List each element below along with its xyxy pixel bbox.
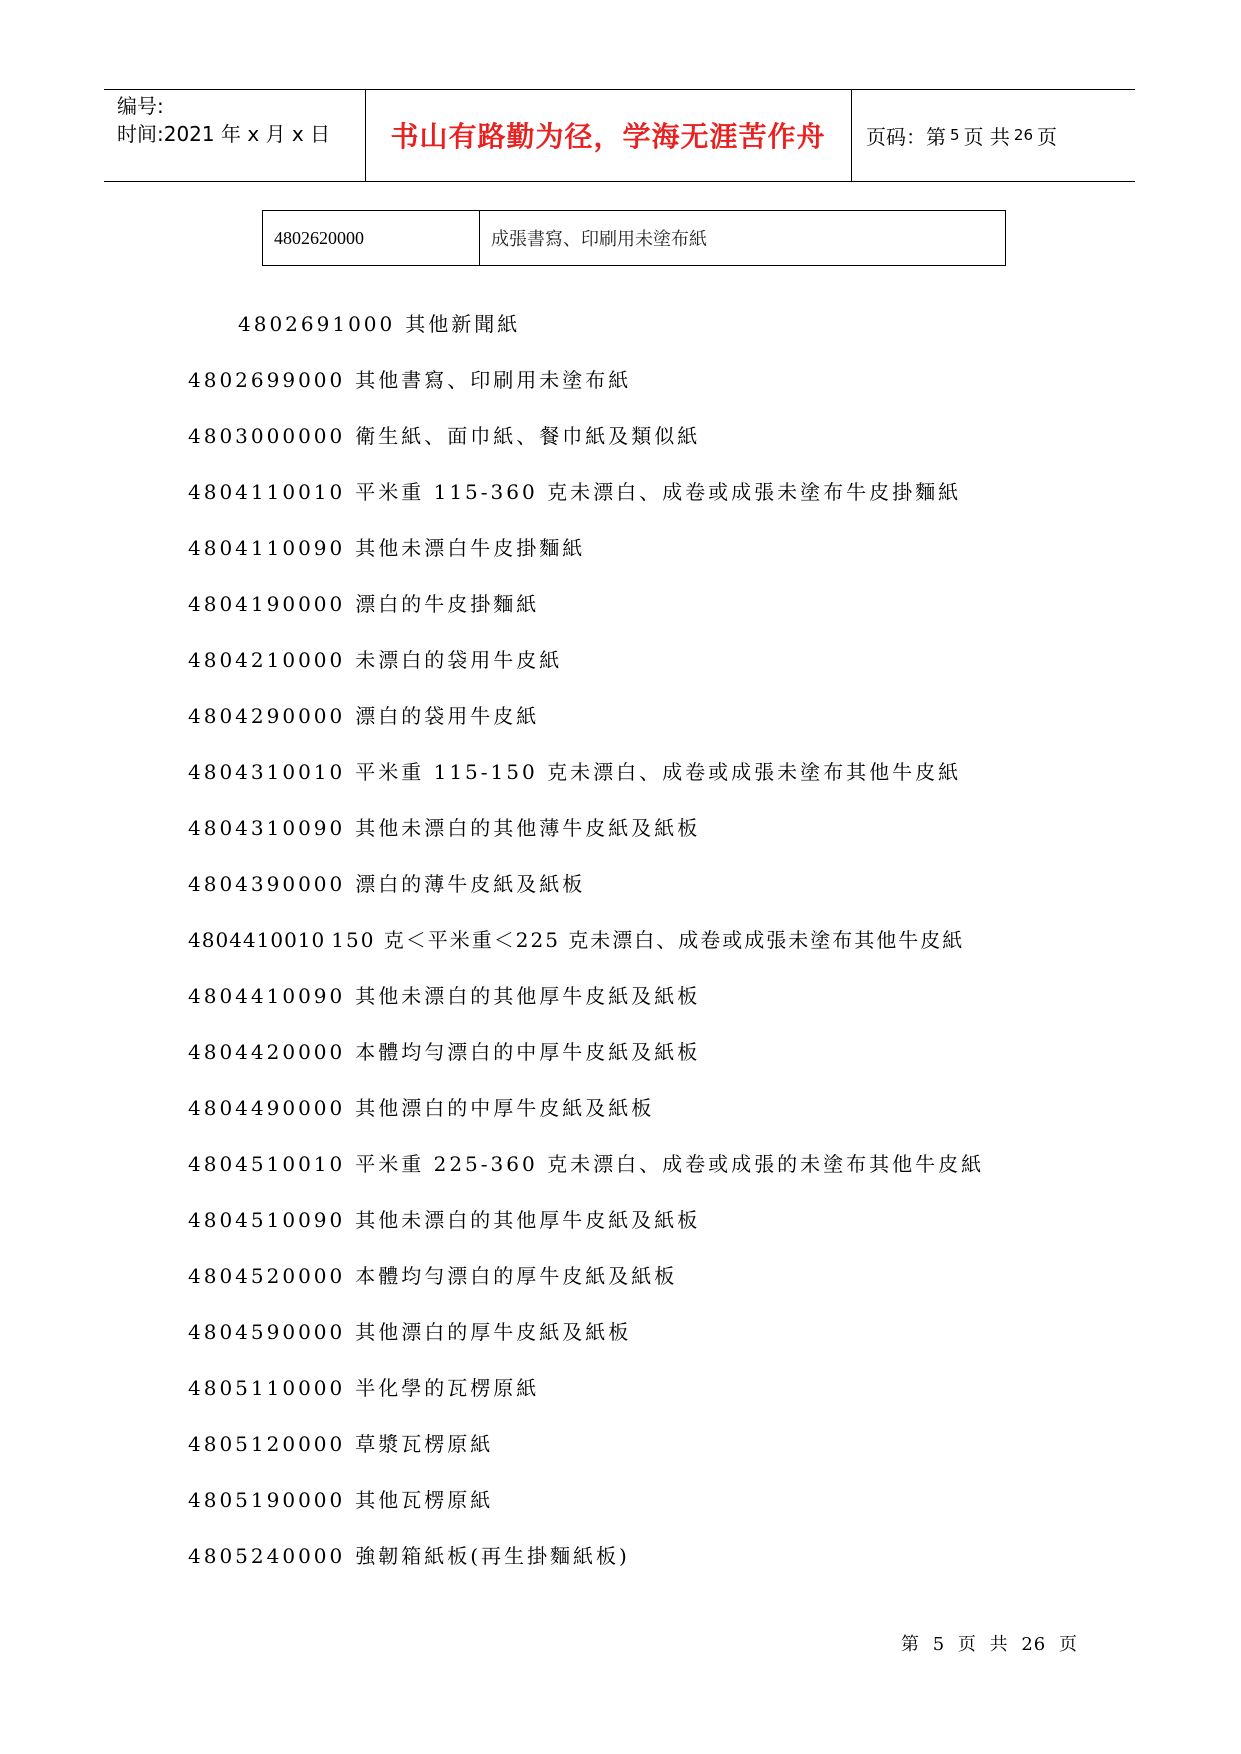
list-item	[188, 983, 700, 1009]
item-code: 4803000000	[188, 424, 346, 448]
item-code: 4804520000	[188, 1264, 346, 1288]
list-item	[188, 1207, 700, 1233]
item-code: 4805190000	[188, 1488, 346, 1512]
list-item	[188, 1319, 631, 1345]
page-suffix: 页	[1037, 124, 1057, 149]
list-item	[188, 1039, 700, 1065]
item-code: 4804110090	[188, 536, 346, 560]
item-code: 4805110000	[188, 1376, 346, 1400]
item-text: 其他未漂白的其他薄牛皮紙及紙板	[355, 816, 701, 840]
list-item	[188, 1543, 630, 1569]
item-code: 4804410010	[188, 928, 326, 952]
list-item	[188, 647, 562, 673]
item-text: 本體均勻漂白的中厚牛皮紙及紙板	[355, 1040, 701, 1064]
header-motto: 书山有路勤为径，学海无涯苦作舟	[390, 120, 826, 153]
document-time-label: 时间:2021 年 x 月 x 日	[117, 122, 331, 146]
page-current: 5	[950, 126, 960, 144]
item-code: 4804410090	[188, 984, 346, 1008]
item-text: 其他新聞紙	[405, 312, 521, 336]
item-text: 漂白的牛皮掛麵紙	[355, 592, 540, 616]
item-code: 4804190000	[188, 592, 346, 616]
page-total: 26	[1013, 126, 1033, 144]
list-item	[188, 759, 961, 785]
header-meta	[117, 92, 330, 148]
list-item	[188, 423, 700, 449]
header-divider-right	[851, 89, 852, 181]
item-text: 其他書寫、印刷用未塗布紙	[355, 368, 632, 392]
item-code: 4802699000	[188, 368, 346, 392]
item-code: 4804310010	[188, 760, 346, 784]
list-item	[238, 311, 520, 337]
page-mid: 页 共	[963, 124, 1010, 149]
item-code: 4804210000	[188, 648, 346, 672]
tariff-table	[262, 210, 1006, 266]
page-prefix: 页码：第	[866, 124, 946, 149]
item-text: 其他瓦楞原紙	[355, 1488, 494, 1512]
item-code: 4804490000	[188, 1096, 346, 1120]
list-item	[188, 703, 539, 729]
item-text: 其他漂白的厚牛皮紙及紙板	[355, 1320, 632, 1344]
item-text: 其他未漂白的其他厚牛皮紙及紙板	[355, 984, 701, 1008]
item-text: 漂白的薄牛皮紙及紙板	[355, 872, 586, 896]
item-text: 150 克＜平米重＜225 克未漂白、成卷或成張未塗布其他牛皮紙	[331, 928, 965, 952]
item-text: 其他未漂白的其他厚牛皮紙及紙板	[355, 1208, 701, 1232]
list-item	[188, 1487, 493, 1513]
document-number-label: 编号:	[117, 94, 164, 118]
item-text: 其他漂白的中厚牛皮紙及紙板	[355, 1096, 655, 1120]
list-item	[188, 1431, 493, 1457]
item-code: 4804390000	[188, 872, 346, 896]
item-code: 4805120000	[188, 1432, 346, 1456]
item-text: 衛生紙、面巾紙、餐巾紙及類似紙	[355, 424, 701, 448]
item-text: 半化學的瓦楞原紙	[355, 1376, 540, 1400]
item-text: 強韌箱紙板(再生掛麵紙板)	[355, 1544, 630, 1568]
item-code: 4805240000	[188, 1544, 346, 1568]
item-text: 其他未漂白牛皮掛麵紙	[355, 536, 586, 560]
list-item	[188, 1095, 654, 1121]
item-code: 4804310090	[188, 816, 346, 840]
item-text: 平米重 225-360 克未漂白、成卷或成張的未塗布其他牛皮紙	[355, 1152, 985, 1176]
table-code-cell: 4802620000	[263, 211, 480, 265]
list-item	[188, 479, 961, 505]
item-code: 4804110010	[188, 480, 346, 504]
list-item	[188, 927, 964, 953]
header-bottom-rule	[104, 181, 1135, 182]
item-code: 4804420000	[188, 1040, 346, 1064]
item-code: 4804290000	[188, 704, 346, 728]
item-code: 4802691000	[238, 312, 396, 336]
item-text: 草漿瓦楞原紙	[355, 1432, 494, 1456]
list-item	[188, 367, 631, 393]
item-text: 本體均勻漂白的厚牛皮紙及紙板	[355, 1264, 678, 1288]
list-item	[188, 1151, 984, 1177]
page-footer: 第 5 页 共 26 页	[901, 1634, 1078, 1655]
list-item	[188, 871, 585, 897]
item-code: 4804510090	[188, 1208, 346, 1232]
item-text: 漂白的袋用牛皮紙	[355, 704, 540, 728]
table-description-cell: 成張書寫、印刷用未塗布紙	[491, 229, 707, 250]
item-text: 平米重 115-150 克未漂白、成卷或成張未塗布其他牛皮紙	[355, 760, 962, 784]
item-text: 未漂白的袋用牛皮紙	[355, 648, 563, 672]
item-code: 4804510010	[188, 1152, 346, 1176]
list-item	[188, 815, 700, 841]
list-item	[188, 1375, 539, 1401]
item-code: 4804590000	[188, 1320, 346, 1344]
item-text: 平米重 115-360 克未漂白、成卷或成張未塗布牛皮掛麵紙	[355, 480, 962, 504]
list-item	[188, 535, 585, 561]
header-page-indicator	[866, 89, 1057, 181]
list-item	[188, 1263, 677, 1289]
list-item	[188, 591, 539, 617]
